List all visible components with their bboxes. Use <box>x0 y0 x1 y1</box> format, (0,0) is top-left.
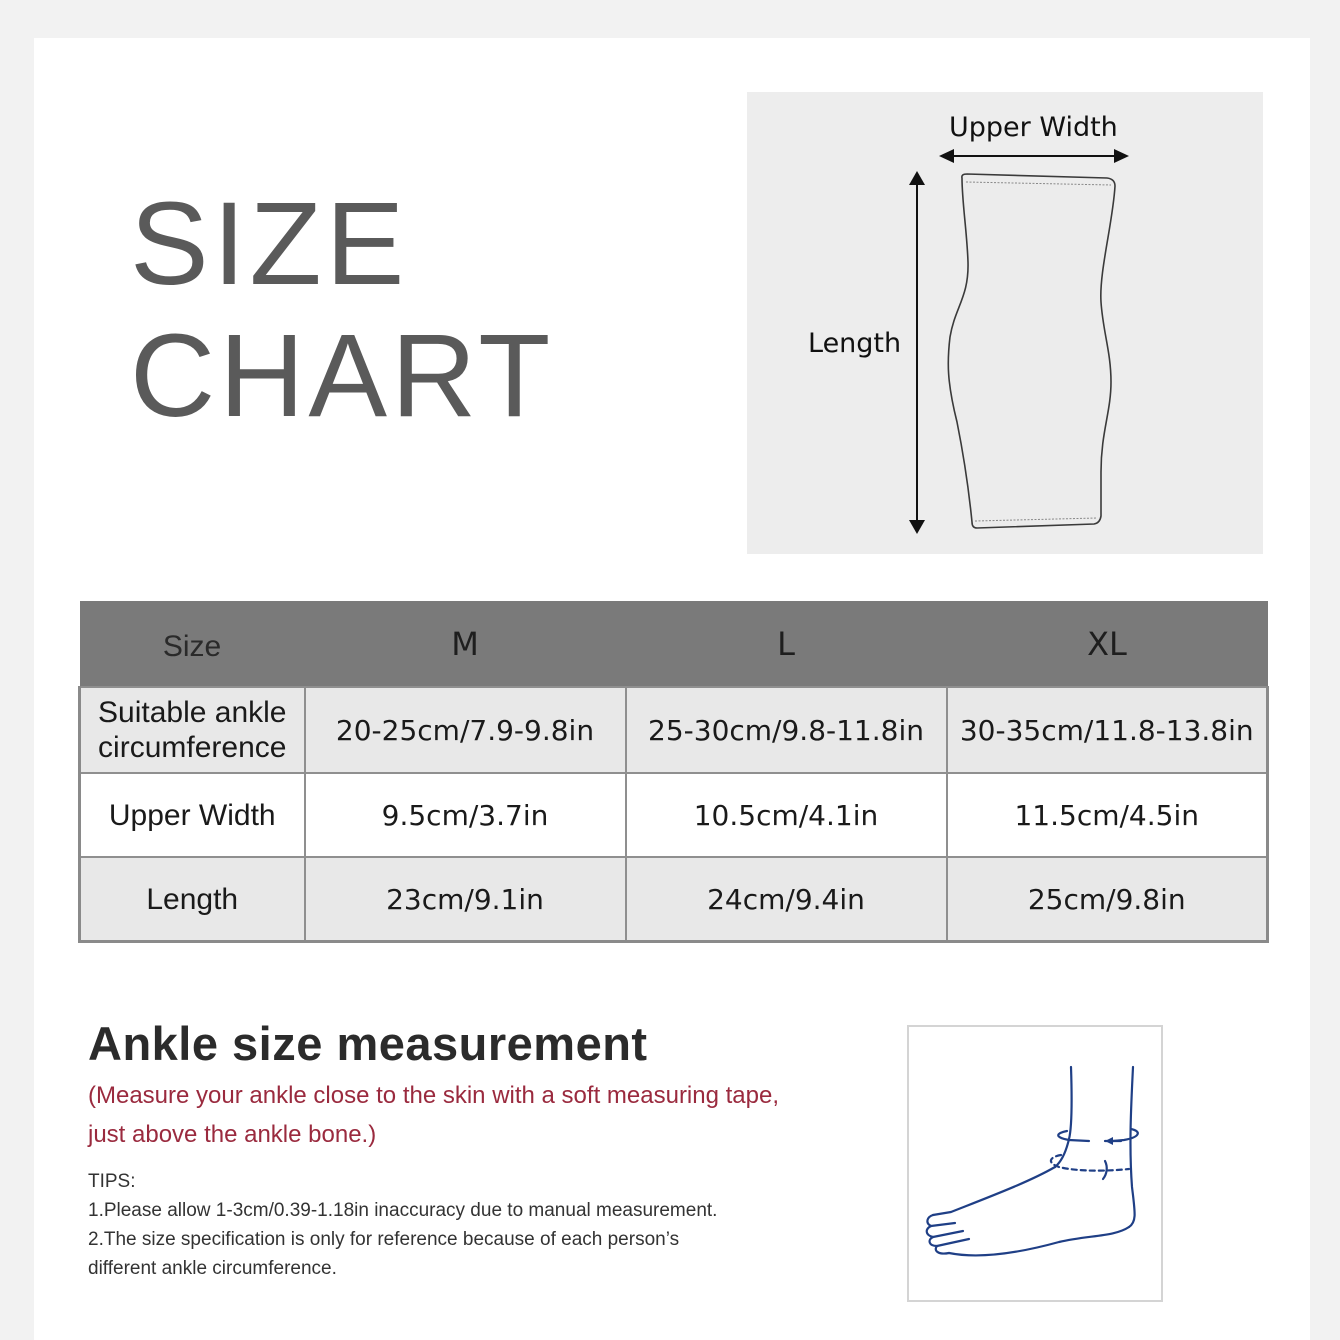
table-cell: 23cm/9.1in <box>305 857 626 942</box>
row-label: Length <box>80 857 305 942</box>
tip-1: 1.Please allow 1-3cm/0.39-1.18in inaccuracy due to manual measurement. <box>88 1200 718 1221</box>
title-line-1: SIZE <box>130 178 409 310</box>
measurement-heading: Ankle size measurement <box>88 1017 648 1070</box>
row-label-line-1: Suitable ankle <box>98 696 287 729</box>
row-label: Upper Width <box>80 773 305 857</box>
table-row-ankle-circumference <box>80 687 1268 773</box>
ankle-measurement-section <box>88 1014 868 1283</box>
table-row-length <box>80 857 1268 942</box>
table-row-upper-width <box>80 773 1268 857</box>
note-line-2: just above the ankle bone.) <box>88 1121 377 1148</box>
tip-2-continued: different ankle circumference. <box>88 1258 337 1279</box>
table-cell: 25cm/9.8in <box>947 857 1268 942</box>
table-cell: 24cm/9.4in <box>626 857 947 942</box>
table-cell: 30-35cm/11.8-13.8in <box>947 687 1268 773</box>
header-size-xl: XL <box>947 601 1268 687</box>
table-cell: 11.5cm/4.5in <box>947 773 1268 857</box>
table-header-row <box>80 601 1268 687</box>
table-cell: 20-25cm/7.9-9.8in <box>305 687 626 773</box>
size-table <box>78 601 1269 943</box>
tip-2: 2.The size specification is only for reference because of each person’s <box>88 1229 680 1250</box>
row-label-line-2: circumference <box>98 731 287 764</box>
foot-illustration <box>907 1025 1163 1302</box>
table-cell: 25-30cm/9.8-11.8in <box>626 687 947 773</box>
tips-title: TIPS: <box>88 1171 136 1192</box>
foot-ankle-measure-icon <box>909 1027 1161 1300</box>
header-size-label: Size <box>80 601 305 687</box>
table-cell: 10.5cm/4.1in <box>626 773 947 857</box>
title-line-2: CHART <box>130 310 555 442</box>
upper-width-label: Upper Width <box>949 112 1118 143</box>
page-title <box>130 178 554 442</box>
measurement-note <box>88 1076 868 1154</box>
header-size-l: L <box>626 601 947 687</box>
table-cell: 9.5cm/3.7in <box>305 773 626 857</box>
sleeve-dimension-diagram <box>747 92 1263 554</box>
row-label <box>80 687 305 773</box>
note-line-1: (Measure your ankle close to the skin with a soft measuring tape, <box>88 1082 780 1109</box>
length-label: Length <box>808 328 902 359</box>
header-size-m: M <box>305 601 626 687</box>
knee-sleeve-icon <box>747 92 1263 554</box>
